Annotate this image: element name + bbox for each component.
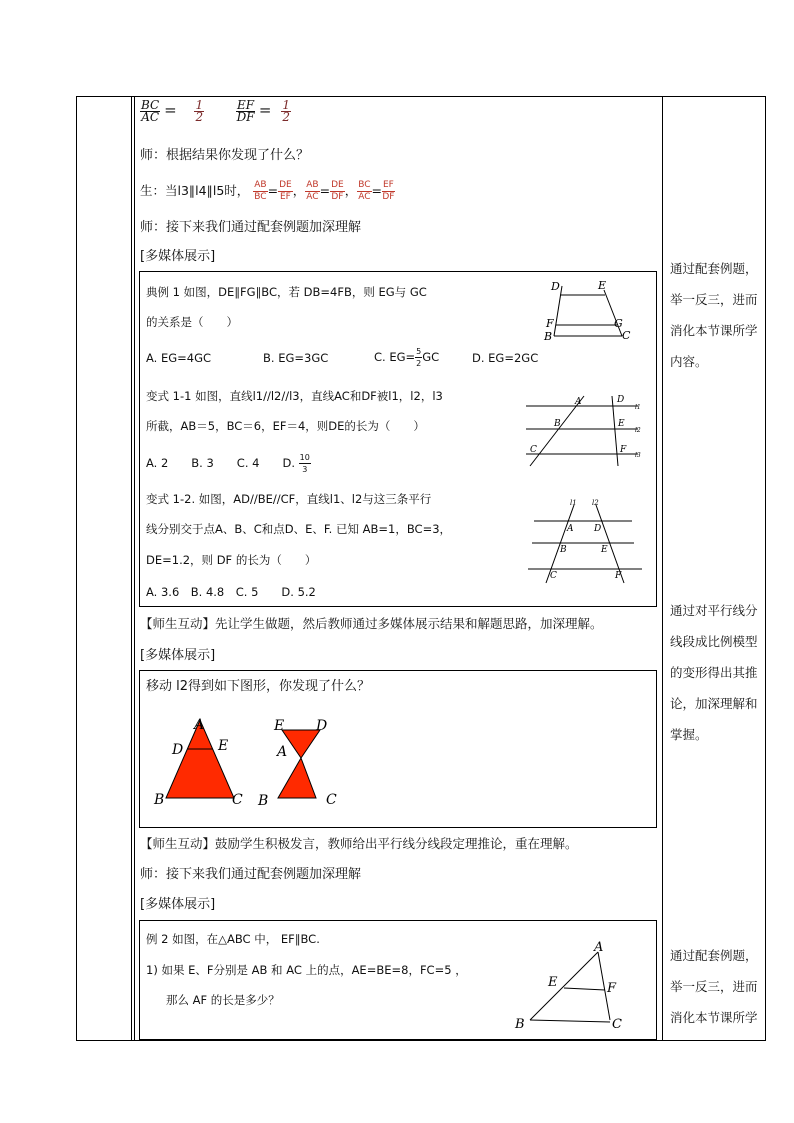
fig1-line-db — [554, 286, 562, 336]
fig5-label-b: B — [258, 793, 269, 809]
fig4-label-d: D — [172, 742, 184, 758]
media-label-1: [多媒体展示] — [140, 249, 216, 264]
table-left-border — [76, 96, 77, 1041]
example1-line1: 典例 1 如图，DE∥FG∥BC，若 DB=4FB，则 EG与 GC — [146, 285, 427, 299]
moved-figures — [150, 712, 350, 812]
media-label-3: [多媒体展示] — [140, 897, 216, 912]
table-col-divider-1b — [134, 96, 135, 1041]
variant1-line1: 变式 1-1 如图，直线l1//l2//l3，直线AC和DF被l1，l2，l3 — [146, 389, 443, 403]
variant1-line2: 所截，AB＝5，BC＝6，EF＝4，则DE的长为（ ） — [146, 419, 425, 433]
teacher-next-1: 师：接下来我们通过配套例题加深理解 — [140, 220, 362, 235]
fig1-label-g: G — [614, 317, 623, 330]
variant2-line3: DE=1.2，则 DF 的长为（ ） — [146, 553, 317, 567]
fig2-label-f: F — [620, 445, 627, 455]
interaction-note-1: 【师生互动】先让学生做题，然后教师通过多媒体展示结果和解题思路，加深理解。 — [140, 616, 603, 631]
side-note-1-line: 内容。 — [670, 354, 708, 369]
fig2-label-e: E — [618, 419, 625, 429]
fig3-label-l2: l2 — [592, 499, 599, 507]
fig6-label-f: F — [607, 981, 617, 996]
example2-line3: 那么 AF 的长是多少？ — [166, 993, 280, 1007]
fig2-label-a: A — [575, 397, 582, 407]
variant2-line1: 变式 1-2. 如图，AD//BE//CF，直线l1、l2与这三条平行 — [146, 492, 432, 506]
side-note-2-line: 的变形得出其推 — [670, 665, 758, 680]
side-note-3-line: 消化本节课所学 — [670, 1010, 758, 1025]
fig3-label-b: B — [560, 545, 567, 555]
fig6-line-bc — [530, 1020, 610, 1022]
fig6-label-c: C — [612, 1017, 622, 1032]
fig3-label-a: A — [567, 524, 574, 534]
fig3-label-d: D — [594, 524, 602, 534]
fig1-label-e: E — [598, 279, 607, 292]
fig1-label-c: C — [622, 329, 631, 342]
fig5-label-c: C — [326, 792, 337, 808]
interaction-note-2: 【师生互动】鼓励学生积极发言，教师给出平行线分线段定理推论，重在理解。 — [140, 836, 578, 851]
side-note-1-line: 通过配套例题， — [670, 261, 758, 276]
variant1-options: A. 2 B. 3 C. 4 D. $\frac{10}{3}$ — [146, 453, 310, 474]
example2-figure — [512, 940, 632, 1032]
ratio-ef-df: $\frac{EF}{DF}$ = $\frac{1}{2}$ — [236, 98, 290, 124]
side-note-2-line: 掌握。 — [670, 727, 708, 742]
side-note-2-line: 论，加深理解和 — [670, 696, 758, 711]
fig3-label-e: E — [601, 545, 608, 555]
fig3-label-f: F — [615, 571, 622, 581]
example1-option-d: D. EG=2GC — [472, 351, 539, 365]
fig4-label-e: E — [218, 738, 229, 754]
fig2-label-d: D — [617, 395, 625, 405]
example1-option-b: B. EG=3GC — [263, 351, 329, 365]
media-label-2: [多媒体展示] — [140, 648, 216, 663]
example1-option-c: C. EG= $\frac{5}{2}$ GC — [374, 347, 440, 368]
fig4-label-b: B — [154, 792, 165, 808]
fig6-label-b: B — [515, 1017, 525, 1032]
fig6-label-e: E — [548, 975, 558, 990]
side-note-2-line: 通过对平行线分 — [670, 603, 758, 618]
fig6-line-ab — [530, 952, 598, 1020]
fig4-label-a: A — [194, 717, 205, 733]
variant1-figure — [522, 394, 642, 468]
fig6-line-ef — [564, 988, 605, 990]
fig4-label-c: C — [232, 792, 243, 808]
table-col-divider-1 — [131, 96, 132, 1041]
fig3-label-c: C — [550, 571, 557, 581]
red-triangle-bottom — [278, 758, 316, 798]
fig1-label-d: D — [551, 280, 560, 293]
side-note-1-line: 举一反三，进而 — [670, 292, 758, 307]
fig1-label-f: F — [546, 317, 554, 330]
fig1-label-b: B — [544, 330, 553, 343]
fig3-label-l1: l1 — [570, 499, 577, 507]
teacher-next-2: 师：接下来我们通过配套例题加深理解 — [140, 867, 362, 882]
side-note-2-line: 线段成比例模型 — [670, 634, 758, 649]
red-triangle-top-small — [282, 730, 320, 758]
fig2-label-l2: l2 — [635, 427, 641, 434]
fig5-label-a: A — [277, 744, 288, 760]
example1-line2: 的关系是（ ） — [146, 315, 238, 329]
fig2-label-c: C — [530, 445, 537, 455]
fig5-label-e: E — [274, 718, 285, 734]
fig6-label-a: A — [594, 940, 604, 955]
side-note-3-line: 通过配套例题， — [670, 948, 758, 963]
table-right-border — [765, 96, 766, 1041]
fig5-label-d: D — [316, 718, 328, 734]
teacher-question: 师：根据结果你发现了什么？ — [140, 148, 310, 163]
example2-line1: 例 2 如图，在△ABC 中， EF∥BC. — [146, 932, 320, 946]
move-question: 移动 l2得到如下图形，你发现了什么？ — [146, 679, 371, 694]
example1-figure — [540, 278, 640, 346]
example2-line2: 1) 如果 E、F分别是 AB 和 AC 上的点，AE=BE=8，FC=5 ， — [146, 963, 467, 977]
ratio-bc-ac: $\frac{BC}{AC}$ = $\frac{1}{2}$ — [141, 98, 204, 124]
fig2-label-b: B — [554, 419, 561, 429]
variant2-line2: 线分别交于点A、B、C和点D、E、F. 已知 AB=1，BC=3， — [146, 522, 452, 536]
student-answer: 生：当l3∥l4∥l5时， $\frac{AB}{BC}$ = $\frac{DE}{EF}$ ， $\frac{AB}{AC}$ = $\frac{DE}{DF}$ ， $\frac{BC}{AC}$ = $\frac{EF}{DF}$ — [140, 180, 395, 202]
variant2-options: A. 3.6 B. 4.8 C. 5 D. 5.2 — [146, 585, 316, 599]
variant2-figure — [524, 497, 646, 587]
side-note-3-line: 举一反三，进而 — [670, 979, 758, 994]
fig2-label-l1: l1 — [635, 404, 641, 411]
side-note-1-line: 消化本节课所学 — [670, 323, 758, 338]
example1-option-a: A. EG=4GC — [146, 351, 212, 365]
fig2-label-l3: l3 — [635, 452, 641, 459]
table-col-divider-2 — [662, 96, 663, 1041]
